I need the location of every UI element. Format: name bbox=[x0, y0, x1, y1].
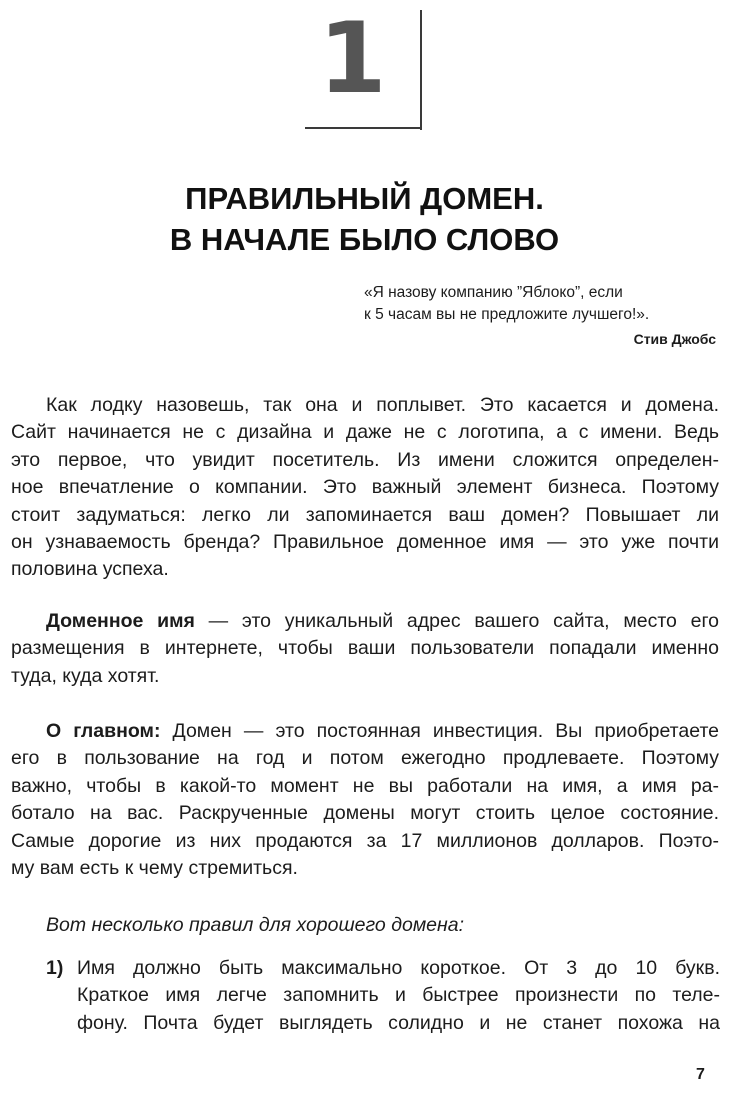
text-line: туда, куда хотят. bbox=[11, 664, 160, 687]
text-line bbox=[11, 718, 719, 745]
text-line: Как лодку назовешь, так она и поплывет. Это касается и домена. bbox=[46, 394, 719, 416]
paragraph-main-point bbox=[11, 718, 719, 882]
paragraph-domain-definition bbox=[11, 608, 719, 690]
text-line: это первое, что увидит посетитель. Из имени сложится определен- bbox=[11, 448, 719, 471]
chapter-divider-horizontal bbox=[305, 127, 422, 129]
chapter-divider-vertical bbox=[420, 10, 422, 130]
epigraph-line: «Я назову компанию ”Яблоко”, если bbox=[364, 284, 623, 301]
text-line-rest: Домен — это постоянная инвестиция. Вы приобретаете bbox=[160, 720, 719, 742]
text-line: стоит задуматься: легко ли запоминается ваш домен? Повышает ли bbox=[11, 503, 719, 526]
term-main-point: О главном: bbox=[46, 720, 161, 742]
chapter-title-line2: В НАЧАЛЕ БЫЛО СЛОВО bbox=[169, 222, 560, 257]
rule-number: 1) bbox=[46, 957, 64, 979]
chapter-title bbox=[0, 178, 729, 260]
paragraph-intro bbox=[11, 392, 719, 584]
text-line: Имя должно быть максимально короткое. От 3 до 10 букв. bbox=[77, 957, 720, 979]
text-line: му вам есть к чему стремиться. bbox=[11, 857, 298, 880]
text-line: ное впечатление о компании. Это важный элемент бизнеса. Поэтому bbox=[11, 476, 719, 499]
epigraph-quote bbox=[364, 282, 720, 326]
text-line bbox=[11, 608, 719, 635]
text-line: ботало на вас. Раскрученные домены могут стоить целое состояние. bbox=[11, 802, 719, 825]
chapter-number: 1 bbox=[318, 2, 387, 116]
page-number: 7 bbox=[696, 1066, 705, 1083]
text-line: фону. Почта будет выглядеть солидно и не станет похожа на bbox=[77, 1011, 720, 1034]
text-line: важно, чтобы в какой-то момент не вы работали на имя, а имя ра- bbox=[11, 774, 719, 797]
text-line: Вот несколько правил для хорошего домена: bbox=[46, 914, 465, 936]
epigraph bbox=[364, 282, 720, 350]
text-line-rest: — это уникальный адрес вашего сайта, место его bbox=[194, 610, 720, 632]
epigraph-line: к 5 часам вы не предложите лучшего!». bbox=[364, 306, 650, 323]
text-line: Самые дорогие из них продаются за 17 миллионов долларов. Поэто- bbox=[11, 829, 719, 852]
text-line: его в пользование на год и потом ежегодно продлеваете. Поэтому bbox=[11, 747, 719, 770]
rule-item-1 bbox=[46, 955, 720, 1037]
chapter-title-line1: ПРАВИЛЬНЫЙ ДОМЕН. bbox=[185, 181, 544, 216]
text-line: Сайт начинается не с дизайна и даже не с логотипа, а с имени. Ведь bbox=[11, 421, 719, 444]
term-domain-name: Доменное имя bbox=[46, 610, 195, 632]
rules-intro bbox=[11, 912, 719, 939]
text-line: он узнаваемость бренда? Правильное доменное имя — это уже почти bbox=[11, 531, 719, 554]
rule-body bbox=[77, 955, 720, 1037]
text-line: половина успеха. bbox=[11, 558, 169, 581]
text-line: размещения в интернете, чтобы ваши пользователи попадали именно bbox=[11, 637, 719, 660]
text-line: Краткое имя легче запомнить и быстрее произнести по теле- bbox=[77, 984, 720, 1007]
epigraph-author: Стив Джобс bbox=[633, 331, 716, 347]
